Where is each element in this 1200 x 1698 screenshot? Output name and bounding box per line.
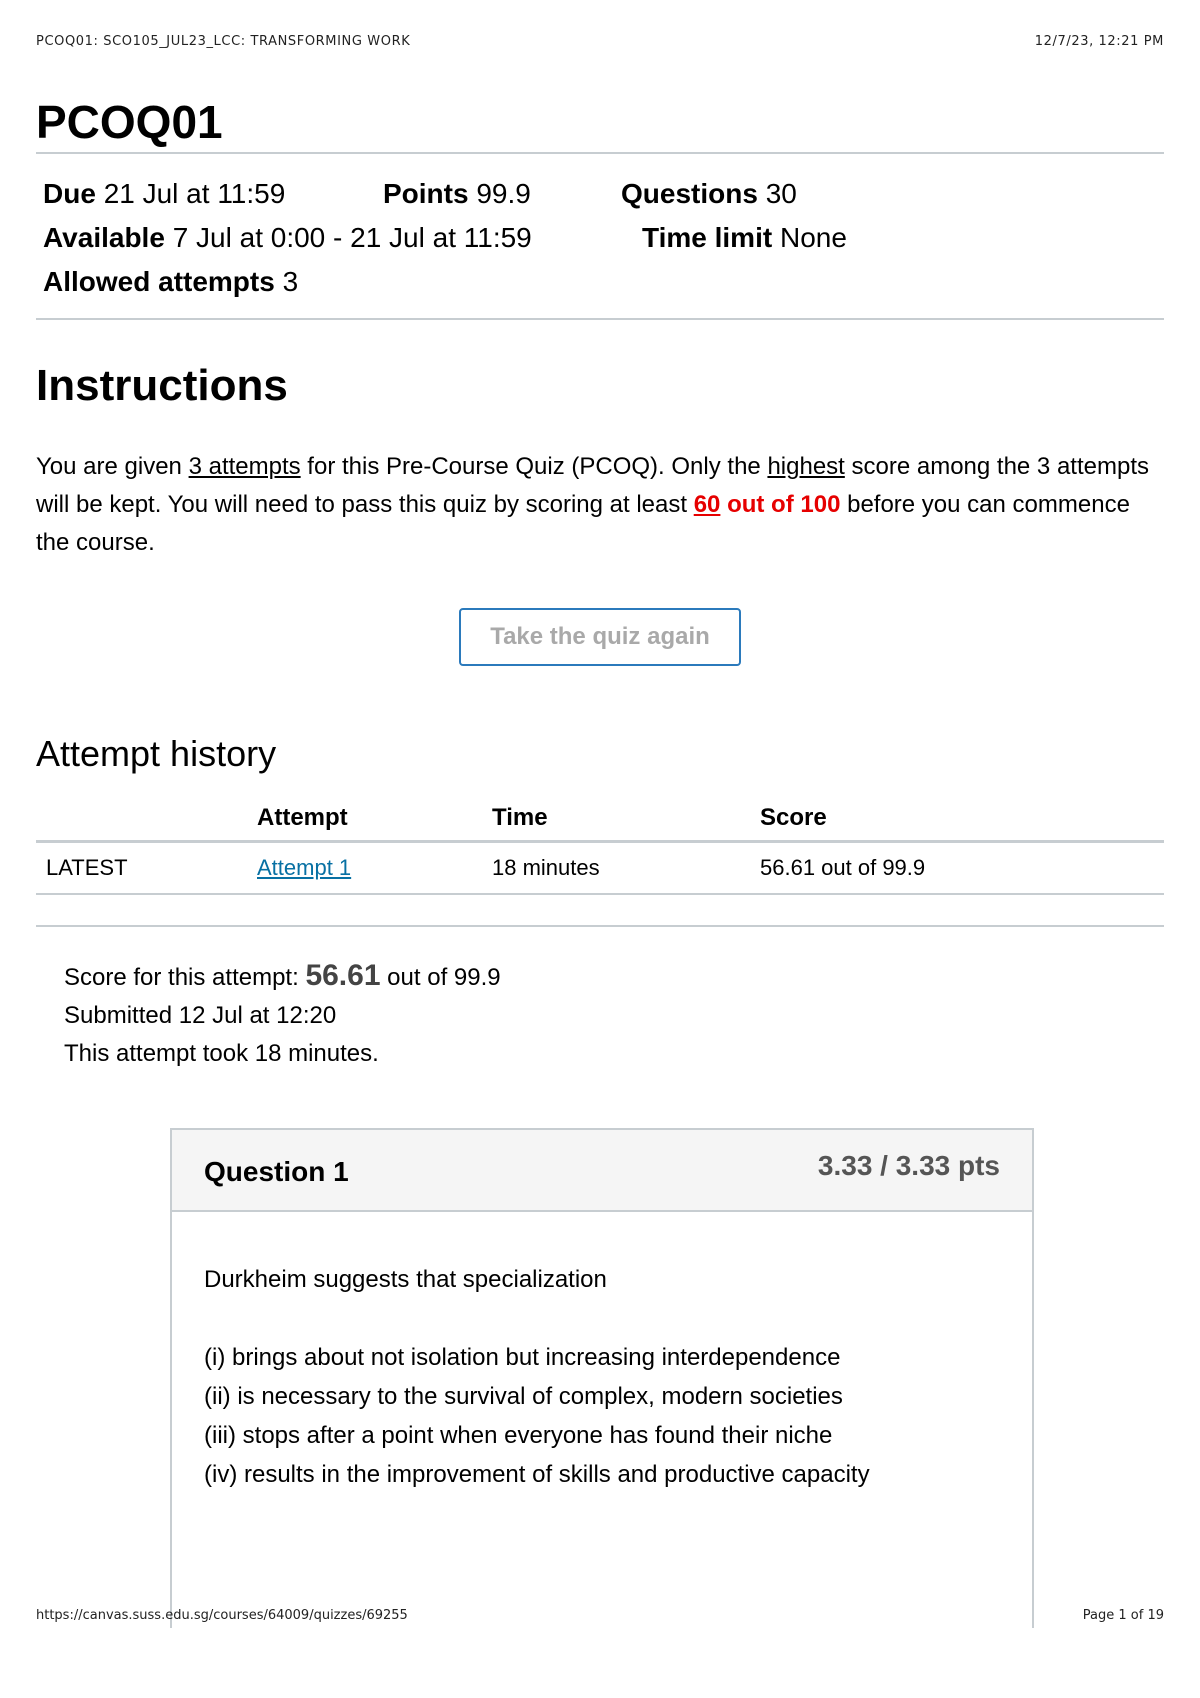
score-out-of: out of 99.9 (380, 964, 501, 991)
allowed-attempts-label: Allowed attempts (43, 266, 275, 297)
allowed-attempts-info (43, 260, 298, 304)
available-info (43, 216, 532, 260)
table-row (36, 842, 1164, 895)
attempt-score: 56.61 out of 99.9 (750, 842, 1164, 895)
points-value: 99.9 (476, 178, 531, 209)
question-option: (iv) results in the improvement of skills and productive capacity (204, 1461, 870, 1488)
attempt-history-title: Attempt history (36, 733, 277, 774)
score-value: 56.61 (305, 959, 381, 992)
available-label: Available (43, 222, 165, 253)
question-option: (iii) stops after a point when everyone has found their niche (204, 1422, 833, 1449)
print-footer-url: https://canvas.suss.edu.sg/courses/64009/quizzes/69255 (36, 1608, 408, 1623)
column-header-status (36, 796, 247, 842)
question-stem: Durkheim suggests that specialization (204, 1266, 607, 1293)
points-label: Points (383, 178, 469, 209)
allowed-attempts-value: 3 (282, 266, 299, 297)
question-body (172, 1212, 1032, 1494)
column-header-time: Time (482, 796, 750, 842)
pass-mark-number: 60 (693, 491, 721, 518)
divider (36, 925, 1164, 927)
quiz-title: PCOQ01 (36, 96, 223, 148)
details-row-3 (43, 260, 1164, 304)
attempt-link[interactable]: Attempt 1 (257, 855, 352, 880)
attempt-status: LATEST (36, 842, 247, 895)
quiz-content (36, 92, 1164, 1073)
print-header-title: PCOQ01: SCO105_JUL23_LCC: TRANSFORMING WORK (36, 34, 411, 49)
score-label: Score for this attempt: (64, 964, 306, 991)
column-header-attempt: Attempt (247, 796, 482, 842)
questions-label: Questions (621, 178, 758, 209)
question-name: Question 1 (204, 1156, 349, 1187)
instructions-part: before you can commence the course. (36, 491, 1130, 556)
due-value: 21 Jul at 11:59 (103, 178, 286, 209)
details-row-2 (43, 216, 1164, 260)
question-option: (ii) is necessary to the survival of complex, modern societies (204, 1383, 843, 1410)
print-header-datetime: 12/7/23, 12:21 PM (1034, 34, 1164, 49)
take-quiz-again-button[interactable]: Take the quiz again (459, 608, 741, 666)
instructions-part: score among the 3 attempts will be kept. You will need to pass this quiz by scoring at least (36, 453, 1149, 518)
attempt-history-table (36, 796, 1164, 895)
questions-info (621, 172, 797, 216)
attempt-time: 18 minutes (482, 842, 750, 895)
duration-line: This attempt took 18 minutes. (64, 1040, 379, 1067)
score-line (64, 957, 1164, 997)
due-label: Due (43, 178, 96, 209)
instructions-part: You are given (36, 453, 189, 480)
details-row-1 (43, 172, 1164, 216)
table-header-row (36, 796, 1164, 842)
submitted-line: Submitted 12 Jul at 12:20 (64, 1002, 337, 1029)
question-points: 3.33 / 3.33 pts (817, 1150, 1000, 1181)
time-limit-info (642, 216, 847, 260)
print-footer-page: Page 1 of 19 (1082, 1608, 1164, 1623)
divider (36, 318, 1164, 320)
instructions-attempts-underlined: 3 attempts (188, 453, 301, 480)
points-info (383, 172, 531, 216)
column-header-score: Score (750, 796, 1164, 842)
question-header (172, 1130, 1032, 1212)
print-footer (36, 1608, 1164, 1628)
score-summary (36, 957, 1164, 1073)
take-quiz-wrapper (36, 608, 1164, 672)
attempt-link-cell (247, 842, 482, 895)
instructions-part: for this Pre-Course Quiz (PCOQ). Only the (300, 453, 768, 480)
question-option: (i) brings about not isolation but increasing interdependence (204, 1344, 841, 1371)
time-limit-value: None (779, 222, 847, 253)
question-card (170, 1128, 1034, 1628)
due-info (43, 172, 285, 216)
pass-mark-rest: out of 100 (720, 491, 841, 518)
instructions-title: Instructions (36, 361, 288, 410)
instructions-highest-underlined: highest (767, 453, 845, 480)
time-limit-label: Time limit (642, 222, 773, 253)
available-value: 7 Jul at 0:00 - 21 Jul at 11:59 (172, 222, 532, 253)
quiz-details (36, 154, 1164, 318)
pass-mark (694, 491, 841, 518)
print-header (36, 34, 1164, 54)
questions-value: 30 (765, 178, 797, 209)
instructions-text (36, 448, 1164, 562)
